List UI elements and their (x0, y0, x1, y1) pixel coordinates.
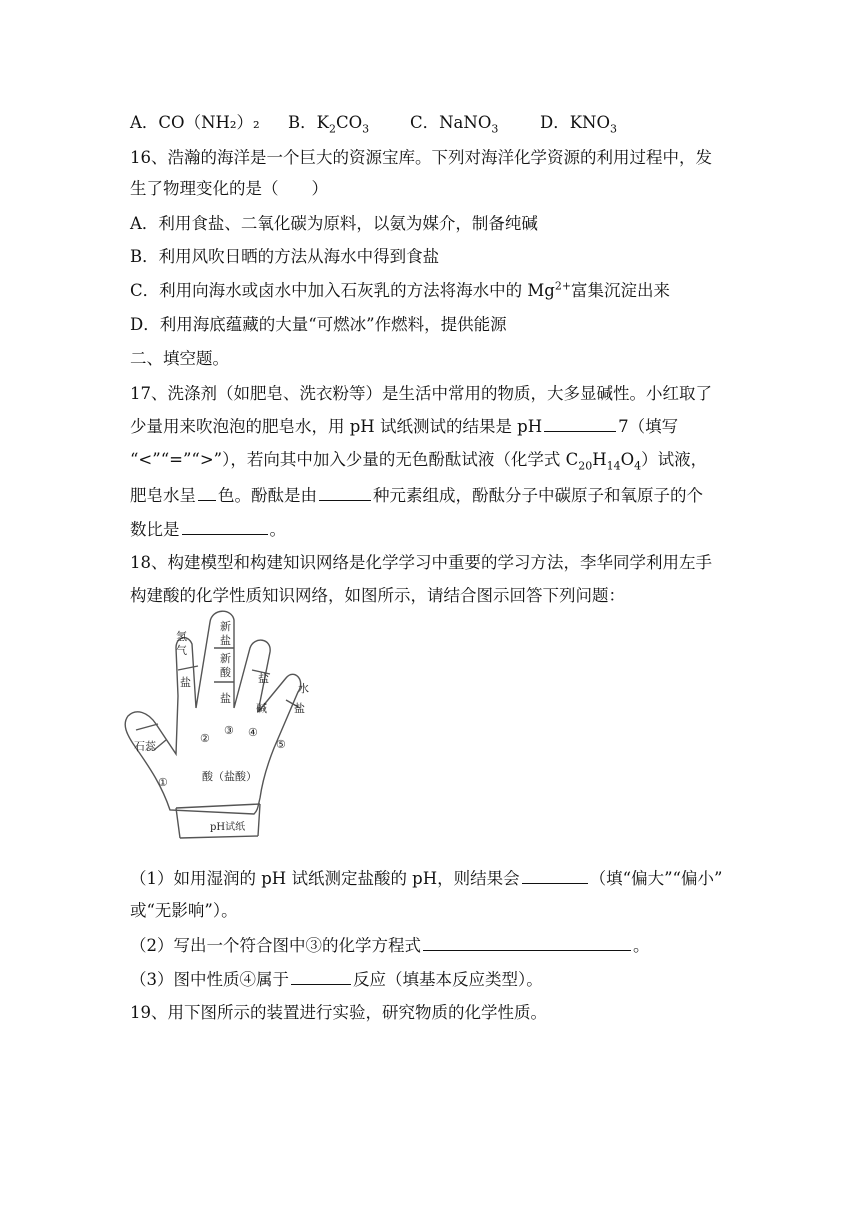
finger-label: 氢 (176, 630, 187, 643)
q15-option-c: C．NaNO$_3$ (410, 113, 499, 136)
answer-blank[interactable] (544, 415, 616, 432)
answer-blank[interactable] (522, 867, 588, 884)
q15-option-a: A．CO（NH₂）₂ (130, 113, 260, 132)
finger-label: 新 (220, 620, 231, 633)
palm-label: 酸（盐酸） (202, 770, 257, 783)
q18-sub1-line-2: 或“无影响”）。 (130, 901, 238, 920)
answer-blank[interactable] (198, 484, 216, 501)
thumb-label: 石蕊 (134, 740, 156, 753)
hand-diagram (128, 612, 309, 848)
finger-label: 气 (176, 644, 187, 657)
number-label: ④ (248, 726, 258, 739)
section-heading: 二、填空题。 (130, 349, 229, 368)
finger-label: 盐 (258, 672, 269, 685)
number-label: ⑤ (276, 738, 286, 751)
answer-blank[interactable] (423, 934, 631, 951)
number-label: ① (158, 776, 168, 789)
q16-line-1: 16、浩瀚的海洋是一个巨大的资源宝库。下列对海洋化学资源的利用过程中，发 (130, 148, 712, 167)
number-label: ② (200, 732, 210, 745)
q17-line-5: 数比是 。 (130, 520, 286, 539)
finger-label: 水 (298, 682, 309, 695)
q16-option-a: A．利用食盐、二氧化碳为原料，以氨为媒介，制备纯碱 (130, 214, 538, 233)
finger-label: 盐 (180, 676, 191, 689)
finger-label: 酸 (220, 666, 231, 679)
wrist-label: pH试纸 (210, 822, 246, 833)
q18-line-1: 18、构建模型和构建知识网络是化学学习中重要的学习方法，李华同学利用左手 (130, 553, 712, 572)
q17-line-2: 少量用来吹泡泡的肥皂水，用 pH 试纸测试的结果是 pH 7（填写 (130, 417, 679, 436)
finger-label: 新 (220, 652, 231, 665)
finger-label: 碱 (256, 702, 267, 715)
q17-line-3: “<”“=”“>”），若向其中加入少量的无色酚酞试液（化学式 $C_{20}H_{14}O_4$）试液， (130, 450, 708, 473)
q18-line-2: 构建酸的化学性质知识网络，如图所示，请结合图示回答下列问题： (130, 586, 625, 605)
q16-option-c: C．利用向海水或卤水中加入石灰乳的方法将海水中的 $Mg^{2+}$富集沉淀出来 (130, 279, 671, 300)
q18-sub2: （2）写出一个符合图中③的化学方程式 。 (130, 936, 650, 955)
q15-option-b: B．$K_2CO_3$ (288, 113, 370, 136)
number-label: ③ (224, 724, 234, 737)
answer-blank[interactable] (319, 484, 371, 501)
q18-sub3: （3）图中性质④属于 反应（填基本反应类型）。 (130, 970, 543, 989)
q17-line-1: 17、洗涤剂（如肥皂、洗衣粉等）是生活中常用的物质，大多显碱性。小红取了 (130, 384, 712, 403)
q16-line-2: 生了物理变化的是（ ） (130, 179, 328, 198)
finger-label: 盐 (220, 634, 231, 647)
q18-sub1: （1）如用湿润的 pH 试纸测定盐酸的 pH，则结果会 （填“偏大”“偏小” (130, 869, 723, 888)
q19-line-1: 19、用下图所示的装置进行实验，研究物质的化学性质。 (130, 1003, 547, 1022)
q15-options (130, 112, 617, 134)
q15-option-d: D．$KNO_3$ (540, 113, 618, 136)
finger-label: 盐 (220, 692, 231, 705)
q16-option-b: B．利用风吹日晒的方法从海水中得到食盐 (130, 247, 440, 266)
finger-label: 盐 (294, 702, 305, 715)
answer-blank[interactable] (182, 518, 268, 535)
answer-blank[interactable] (291, 968, 351, 985)
q17-line-4: 肥皂水呈 色。酚酞是由 种元素组成，酚酞分子中碳原子和氧原子的个 (130, 486, 703, 505)
q16-option-d: D．利用海底蕴藏的大量“可燃冰”作燃料，提供能源 (130, 315, 507, 334)
